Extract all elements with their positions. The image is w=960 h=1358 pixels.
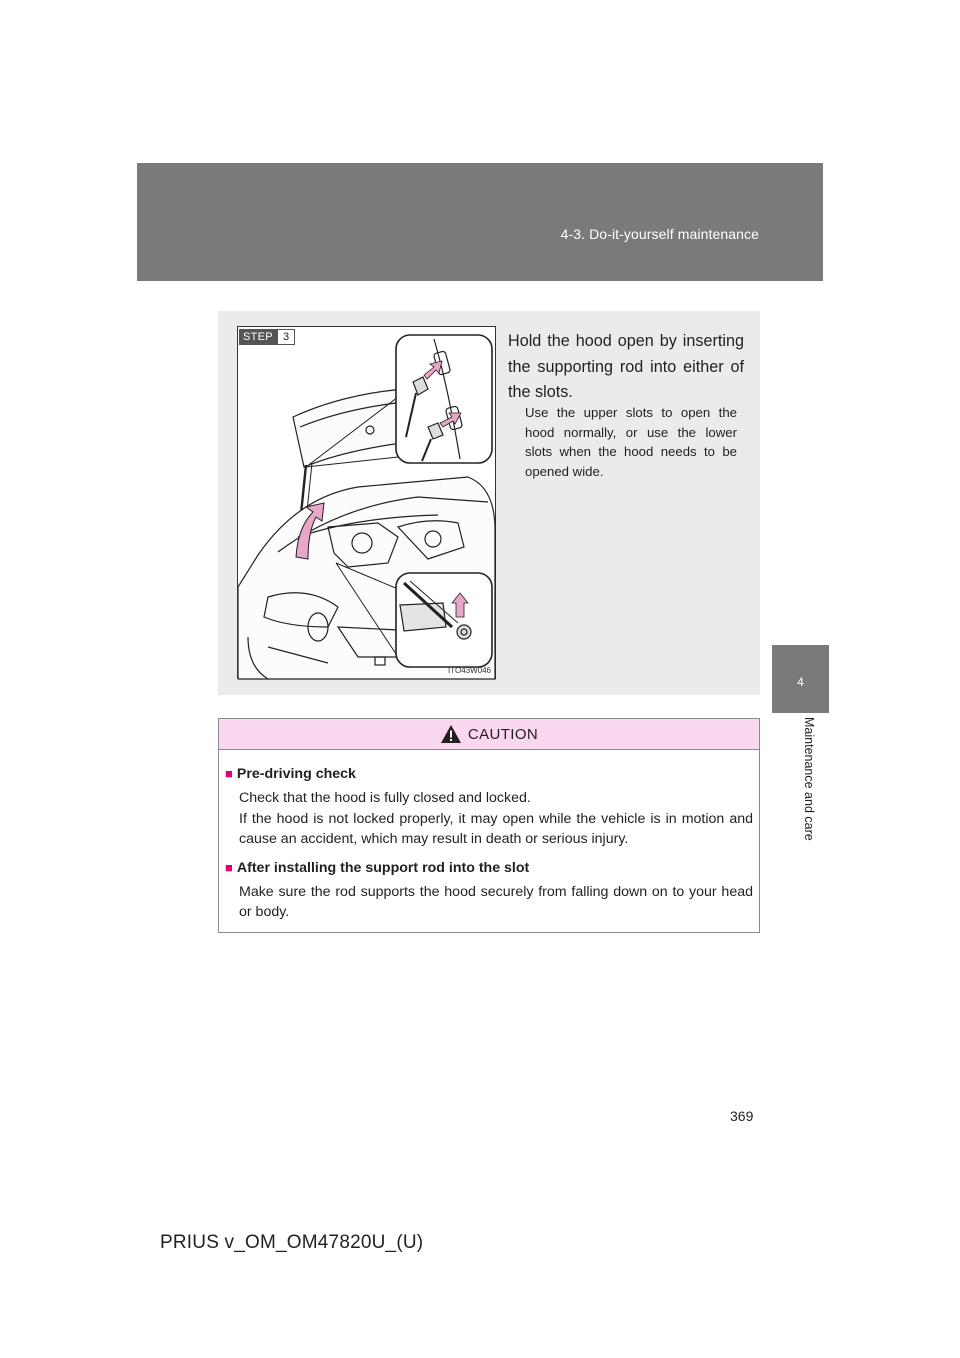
caution-body — [219, 750, 759, 923]
page-number: 369 — [730, 1108, 754, 1124]
caution-item-pre-driving — [225, 764, 753, 850]
chapter-label: Maintenance and care — [802, 717, 816, 841]
caution-item-text: Check that the hood is fully closed and locked. — [239, 790, 531, 807]
chapter-number: 4 — [797, 675, 804, 689]
hood-illustration-drawing — [238, 327, 497, 680]
step-badge — [239, 329, 295, 345]
hood-support-illustration — [237, 326, 496, 679]
caution-title: CAUTION — [467, 725, 539, 743]
caution-item-support-rod — [225, 858, 753, 923]
step-badge-number: 3 — [277, 329, 295, 345]
figure-code: ITO43W046 — [448, 666, 491, 675]
caution-box — [218, 718, 760, 933]
warning-triangle-icon — [440, 724, 462, 744]
chapter-side-label — [800, 717, 818, 877]
step-badge-label: STEP — [239, 329, 277, 345]
caution-item-title: After installing the support rod into the slot — [236, 859, 530, 876]
caution-item-text: Make sure the rod supports the hood securely from falling down on to your head or body. — [239, 884, 753, 921]
bullet-square-icon: ■ — [225, 859, 233, 875]
step-panel — [218, 311, 760, 695]
step-instruction: Hold the hood open by inserting the supporting rod into either of the slots. — [508, 332, 744, 401]
step-note: Use the upper slots to open the hood normally, or use the lower slots when the hood needs to be opened wide. — [525, 405, 737, 479]
header-band — [137, 163, 823, 281]
caution-item-text: If the hood is not locked properly, it may open while the vehicle is in motion and cause an accident, which may result in death or serious injury. — [239, 810, 753, 848]
bullet-square-icon: ■ — [225, 766, 233, 781]
caution-header — [219, 719, 759, 750]
chapter-tab[interactable] — [772, 645, 829, 713]
caution-item-title: Pre-driving check — [236, 766, 356, 782]
section-title: 4-3. Do-it-yourself maintenance — [560, 226, 759, 242]
document-code: PRIUS v_OM_OM47820U_(U) — [160, 1232, 424, 1253]
